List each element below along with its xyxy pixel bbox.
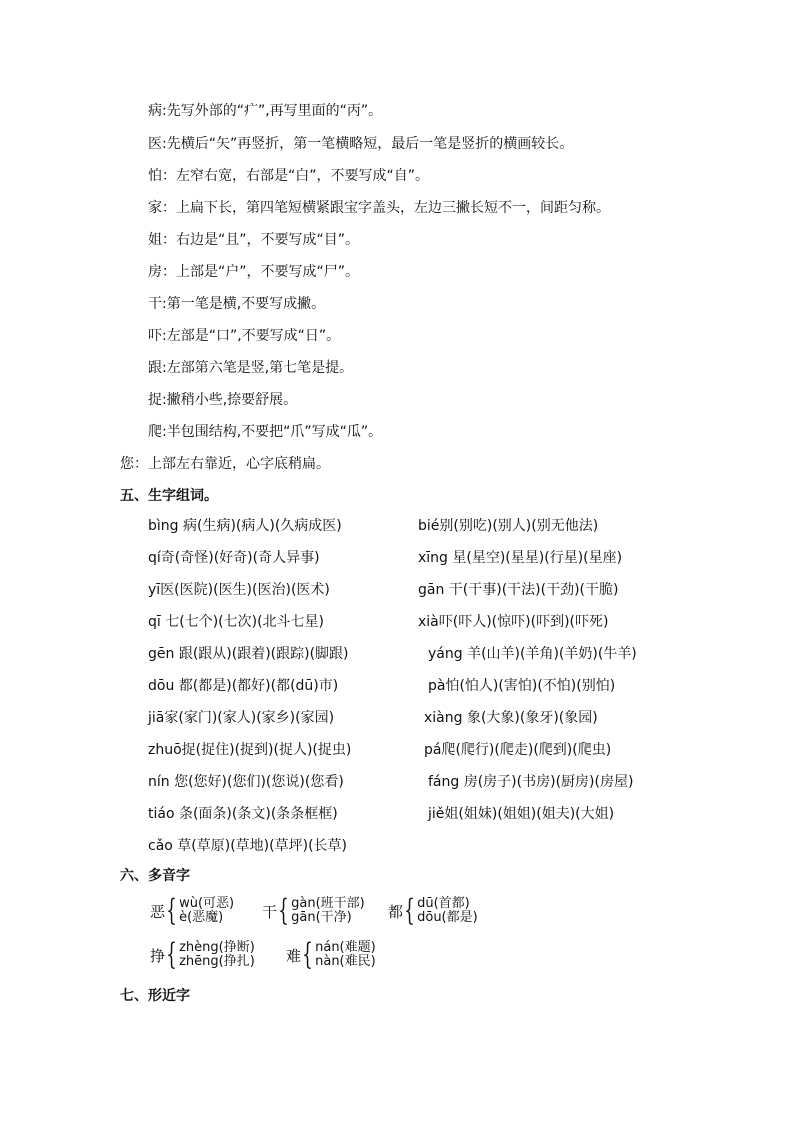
reading-bottom: è(恶魔) [179,910,224,925]
word-row-left: jiā家(家门)(家人)(家乡)(家园) [148,710,335,726]
word-row-left: yī医(医院)(医生)(医治)(医术) [148,582,330,598]
word-row-left: gēn 跟(跟从)(跟着)(跟踪)(脚跟) [148,646,349,662]
word-row-left: qí奇(奇怪)(好奇)(奇人异事) [148,550,320,566]
section-seven-heading: 七、形近字 [120,988,190,1004]
word-row-right: xià吓(吓人)(惊吓)(吓到)(吓死) [418,614,609,630]
reading-bottom: dōu(都是) [417,910,478,925]
word-row-right: xīng 星(星空)(星星)(行星)(星座) [418,550,623,566]
polyphone-char: 恶 [150,902,166,921]
polyphone-readings [179,941,255,969]
word-row-left: zhuō捉(捉住)(捉到)(捉人)(捉虫) [148,742,352,758]
polyphone-readings [291,897,365,925]
polyphone-group [262,893,365,928]
word-row-left: cǎo 草(草原)(草地)(草坪)(长草) [148,838,347,854]
word-row-right: pá爬(爬行)(爬走)(爬到)(爬虫) [424,742,612,758]
reading-bottom: gān(干净) [291,910,352,925]
polyphone-group [286,937,376,972]
note-xia: 吓:左部是“口”,不要写成“日”。 [148,328,341,344]
polyphone-group [388,893,478,928]
word-row-left: nín 您(您好)(您们)(您说)(您看) [148,774,344,790]
note-fang: 房：上部是“户”，不要写成“尸”。 [148,264,360,280]
reading-top: dū(首都) [417,896,470,911]
note-gan: 干:第一笔是横,不要写成撇。 [148,296,326,312]
word-row-right: jiě姐(姐妹)(姐姐)(姐夫)(大姐) [428,806,615,822]
polyphone-readings [179,897,234,925]
note-jie: 姐：右边是“且”，不要写成“目”。 [148,232,360,248]
polyphone-group [150,937,255,972]
polyphone-readings [315,941,376,969]
word-row-right: bié别(别吃)(别人)(别无他法) [418,518,599,534]
reading-top: gàn(班干部) [291,896,365,911]
polyphone-char: 都 [388,902,404,921]
note-jia: 家：上扁下长，第四笔短横紧跟宝字盖头，左边三撇长短不一，间距匀称。 [148,200,610,216]
reading-top: nán(难题) [315,940,376,955]
brace-icon: { [166,893,177,928]
word-row-right: gān 干(干事)(干法)(干劲)(干脆) [418,582,619,598]
polyphone-readings [417,897,478,925]
reading-top: zhèng(挣断) [179,940,255,955]
brace-icon: { [404,893,415,928]
note-pa: 怕：左窄右宽，右部是“白”，不要写成“自”。 [148,168,430,184]
reading-bottom: nàn(难民) [315,954,376,969]
brace-icon: { [278,893,289,928]
brace-icon: { [302,937,313,972]
polyphone-char: 挣 [150,946,166,965]
polyphone-group [150,893,235,928]
brace-icon: { [166,937,177,972]
word-row-left: bìng 病(生病)(病人)(久病成医) [148,518,342,534]
word-row-right: xiàng 象(大象)(象牙)(象园) [424,710,598,726]
note-zhuo: 捉:撇稍小些,捺要舒展。 [148,392,298,408]
note-yi: 医:先横后“矢”再竖折，第一笔横略短，最后一笔是竖折的横画较长。 [148,136,574,152]
word-row-right: fáng 房(房子)(书房)(厨房)(房屋) [428,774,634,790]
polyphone-char: 干 [262,902,278,921]
word-row-right: pà怕(怕人)(害怕)(不怕)(别怕) [428,678,616,694]
word-row-left: qī 七(七个)(七次)(北斗七星) [148,614,324,630]
note-bing: 病:先写外部的“疒”,再写里面的“丙”。 [148,103,383,119]
word-row-left: dōu 都(都是)(都好)(都(dū)市) [148,678,339,694]
word-row-left: tiáo 条(面条)(条文)(条条框框) [148,806,338,822]
note-gen: 跟:左部第六笔是竖,第七笔是提。 [148,360,354,376]
polyphone-char: 难 [286,946,302,965]
section-five-heading: 五、生字组词。 [120,488,218,504]
reading-bottom: zhēng(挣扎) [179,954,255,969]
section-six-heading: 六、多音字 [120,868,190,884]
reading-top: wù(可恶) [179,896,235,911]
note-nin: 您：上部左右靠近，心字底稍扁。 [120,456,330,472]
word-row-right: yáng 羊(山羊)(羊角)(羊奶)(牛羊) [428,646,637,662]
note-pa2: 爬:半包围结构,不要把“爪”写成“瓜”。 [148,424,383,440]
